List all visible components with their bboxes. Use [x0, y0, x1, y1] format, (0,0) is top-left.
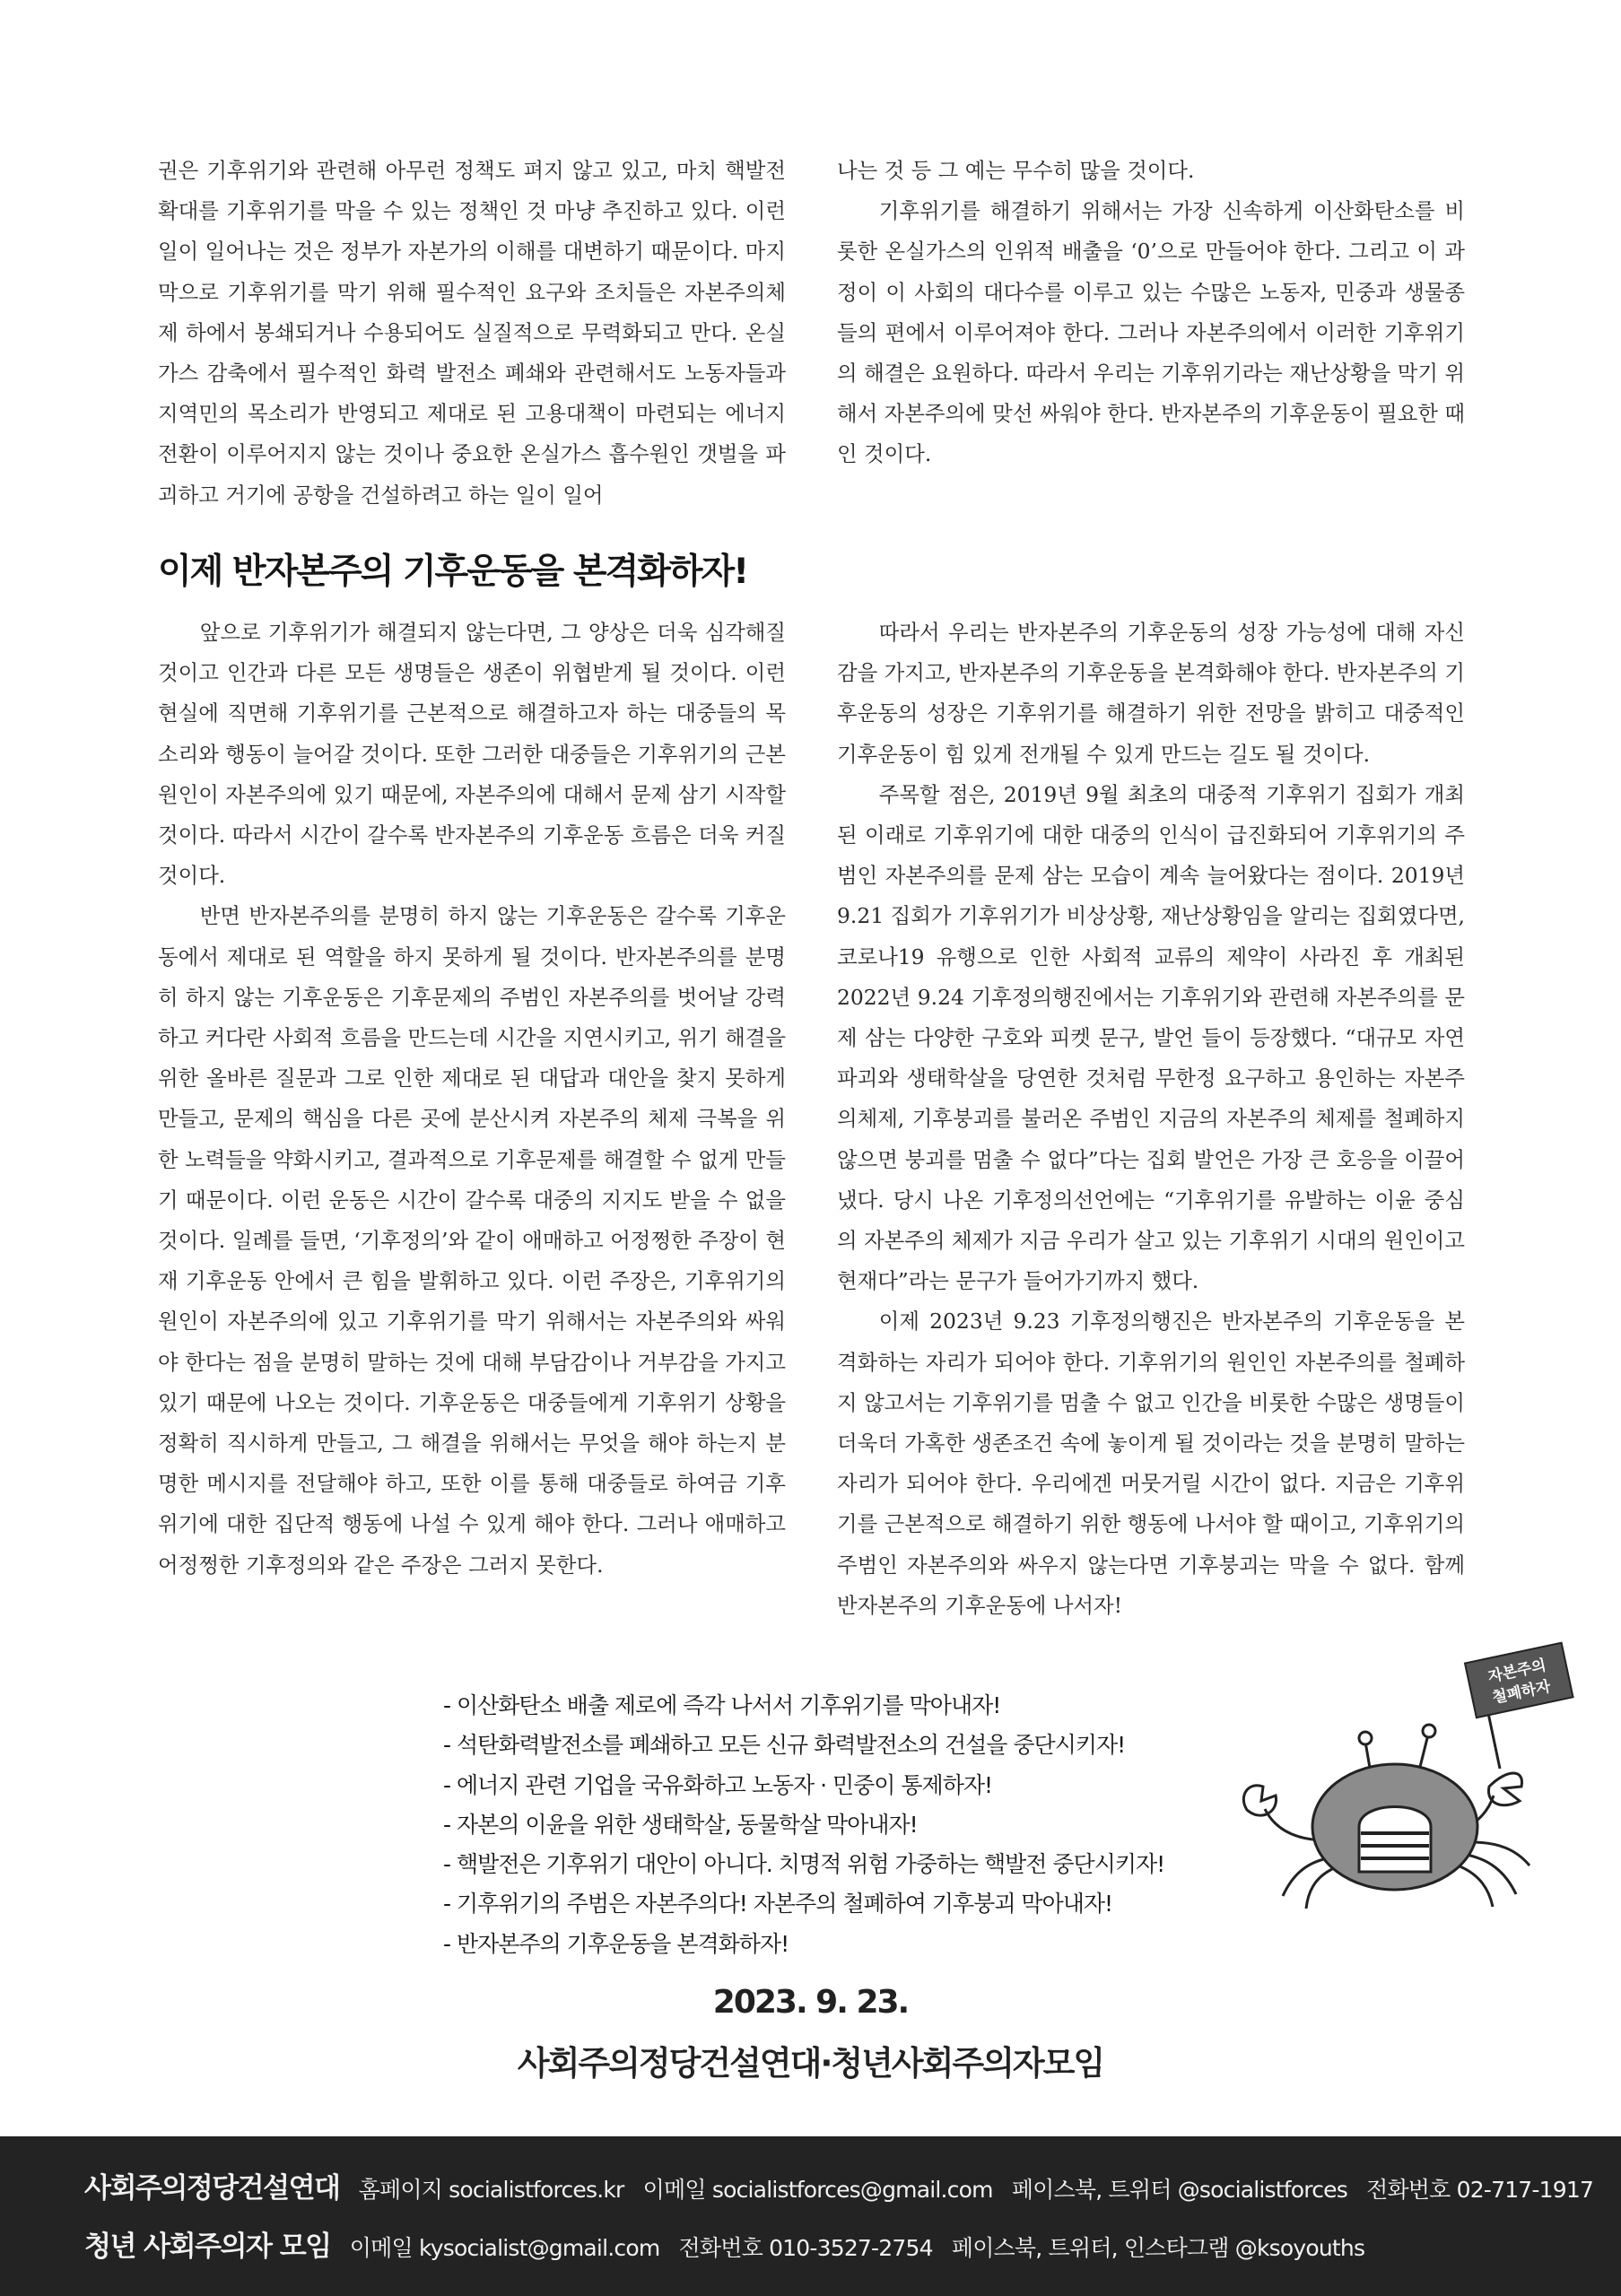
eye — [1359, 1732, 1372, 1744]
footer-email: 이메일 kysocialist@gmail.com — [349, 2235, 660, 2261]
right-claw — [1488, 1773, 1521, 1805]
eye — [1423, 1725, 1435, 1737]
footer-sns: 페이스북, 트위터, 인스타그램 @ksoyouths — [951, 2235, 1365, 2261]
left-claw — [1243, 1786, 1276, 1815]
crab-illustration — [1220, 1634, 1579, 1921]
slogan-item: - 에너지 관련 기업을 국유화하고 노동자 · 민중이 통제하자! — [443, 1771, 993, 1798]
paragraph: 이제 2023년 9.23 기후정의행진은 반자본주의 기후운동을 본격화하는 자리가 되어야 한다. 기후위기의 원인인 자본주의를 철폐하지 않고서는 기후위기를 멈출 수 없고 인간을 비롯한 수많은 생명들이 더욱더 가혹한 생존조건 속에 놓이게 될 것이라는 것을 분명히 말하는 자리가 되어야 한다. 우리에겐 머뭇거릴 시간이 없다. 지금은 기후위기를 근본적으로 해결하기 위한 행동에 나서야 할 때이고, 기후위기의 주범인 자본주의와 싸우지 않는다면 기후붕괴는 막을 수 없다. 함께 반자본주의 기후운동에 나서자! — [837, 1309, 1465, 1618]
slogan-list — [443, 1686, 1251, 1964]
footer-sns: 페이스북, 트위터 @socialistforces — [1011, 2177, 1347, 2203]
eye-stalk — [1419, 1735, 1428, 1770]
slogan-item: - 이산화탄소 배출 제로에 즉각 나서서 기후위기를 막아내자! — [443, 1692, 1001, 1718]
footer-org-name: 청년 사회주의자 모임 — [84, 2231, 331, 2263]
paragraph: 기후위기를 해결하기 위해서는 가장 신속하게 이산화탄소를 비롯한 온실가스의 인위적 배출을 ‘0’으로 만들어야 한다. 그리고 이 과정이 이 사회의 대다수를 이루고 있는 수많은 노동자, 민중과 생물종들의 편에서 이루어져야 한다. 그러나 자본주의에서 이러한 기후위기의 해결은 요원하다. 따라서 우리는 기후위기라는 재난상황을 막기 위해서 자본주의에 맞선 싸워야 한다. 반자본주의 기후운동이 필요한 때인 것이다. — [837, 198, 1465, 467]
footer-org-name: 사회주의정당건설연대 — [84, 2172, 340, 2205]
footer-bar — [0, 2136, 1621, 2296]
crab-leg — [1458, 1866, 1493, 1907]
paragraph: 앞으로 기후위기가 해결되지 않는다면, 그 양상은 더욱 심각해질 것이고 인간과 다른 모든 생명들은 생존이 위협받게 될 것이다. 이런 현실에 직면해 기후위기를 근본적으로 해결하고자 하는 대중들의 목소리와 행동이 늘어갈 것이다. 또한 그러한 대중들은 기후위기의 근본 원인이 자본주의에 있기 때문에, 자본주의에 대해서 문제 삼기 시작할 것이다. 따라서 시간이 갈수록 반자본주의 기후운동 흐름은 더욱 커질 것이다. — [158, 620, 786, 889]
section-heading: 이제 반자본주의 기후운동을 본격화하자! — [158, 552, 747, 592]
crab-leg — [1462, 1854, 1516, 1894]
top-right-column — [837, 151, 1465, 475]
section-right-column — [837, 613, 1465, 1626]
footer-contact-line — [84, 2165, 1606, 2205]
paragraph: 나는 것 등 그 예는 무수히 많을 것이다. — [837, 158, 1195, 183]
flag-text-line2: 철폐하자 — [1490, 1677, 1553, 1708]
slogan-item: - 자본의 이윤을 위한 생태학살, 동물학살 막아내자! — [443, 1811, 918, 1838]
footer-contact-line — [84, 2223, 1377, 2264]
slogan-item: - 기후위기의 주범은 자본주의다! 자본주의 철폐하여 기후붕괴 막아내자! — [443, 1891, 1113, 1918]
flag-text-line1: 자본주의 — [1486, 1657, 1548, 1687]
footer-homepage: 홈페이지 socialistforces.kr — [358, 2177, 624, 2203]
section-left-column — [158, 613, 786, 1586]
paragraph: 권은 기후위기와 관련해 아무런 정책도 펴지 않고 있고, 마치 핵발전 확대를 기후위기를 막을 수 있는 정책인 것 마냥 추진하고 있다. 이런 일이 일어나는 것은 정부가 자본가의 이해를 대변하기 때문이다. 마지막으로 기후위기를 막기 위해 필수적인 요구와 조치들은 자본주의체제 하에서 봉쇄되거나 수용되어도 실질적으로 무력화되고 만다. 온실가스 감축에서 필수적인 화력 발전소 폐쇄와 관련해서도 노동자들과 지역민의 목소리가 반영되고 제대로 된 고용대책이 마련되는 에너지 전환이 이루어지지 않는 것이나 중요한 온실가스 흡수원인 갯벌을 파괴하고 거기에 공항을 건설하려고 하는 일이 일어 — [158, 158, 787, 508]
crab-leg — [1306, 1869, 1332, 1909]
crab-leg — [1471, 1842, 1529, 1866]
footer-phone: 전화번호 02-717-1917 — [1366, 2177, 1594, 2203]
flag — [1465, 1643, 1573, 1718]
footer-email: 이메일 socialistforces@gmail.com — [642, 2177, 993, 2203]
slogan-item: - 석탄화력발전소를 폐쇄하고 모든 신규 화력발전소의 건설을 중단시키자! — [443, 1732, 1126, 1759]
paragraph: 주목할 점은, 2019년 9월 최초의 대중적 기후위기 집회가 개최된 이래로 기후위기에 대한 대중의 인식이 급진화되어 기후위기의 주범인 자본주의를 문제 삼는 모습이 계속 늘어왔다는 점이다. 2019년 9.21 집회가 기후위기가 비상상황, 재난상황임을 알리는 집회였다면, 코로나19 유행으로 인한 사회적 교류의 제약이 사라진 후 개최된 2022년 9.24 기후정의행진에서는 기후위기와 관련해 자본주의를 문제 삼는 다양한 구호와 피켓 문구, 발언 들이 등장했다. “대규모 자연파괴와 생태학살을 당연한 것처럼 무한정 요구하고 용인하는 자본주의체제, 기후붕괴를 불러온 주범인 지금의 자본주의 체제를 철폐하지 않으면 붕괴를 멈출 수 없다”다는 집회 발언은 가장 큰 호응을 이끌어냈다. 당시 나온 기후정의선언에는 “기후위기를 유발하는 이윤 중심의 자본주의 체제가 지금 우리가 살고 있는 기후위기 시대의 원인이고 현재다”라는 문구가 들어가기까지 했다. — [837, 781, 1465, 1294]
crab-mouth — [1359, 1807, 1431, 1873]
footer-phone: 전화번호 010-3527-2754 — [678, 2235, 933, 2261]
signature-date: 2023. 9. 23. — [712, 1984, 909, 2021]
signature-organization: 사회주의정당건설연대·청년사회주의자모임 — [517, 2044, 1104, 2083]
slogan-item: - 핵발전은 기후위기 대안이 아니다. 치명적 위험 가중하는 핵발전 중단시키자! — [443, 1851, 1165, 1878]
paragraph: 따라서 우리는 반자본주의 기후운동의 성장 가능성에 대해 자신감을 가지고, 반자본주의 기후운동을 본격화해야 한다. 반자본주의 기후운동의 성장은 기후위기를 해결하기 위한 전망을 밝히고 대중적인 기후운동이 힘 있게 전개될 수 있게 만드는 길도 될 것이다. — [837, 620, 1465, 767]
top-left-column — [158, 151, 786, 516]
slogan-item: - 반자본주의 기후운동을 본격화하자! — [443, 1930, 789, 1957]
paragraph: 반면 반자본주의를 분명히 하지 않는 기후운동은 갈수록 기후운동에서 제대로 된 역할을 하지 못하게 될 것이다. 반자본주의를 분명히 하지 않는 기후운동은 기후문제의 주범인 자본주의를 벗어날 강력하고 커다란 사회적 흐름을 만드는데 시간을 지연시키고, 위기 해결을 위한 올바른 질문과 그로 인한 제대로 된 대답과 대안을 찾지 못하게 만들고, 문제의 핵심을 다른 곳에 분산시켜 자본주의 체제 극복을 위한 노력들을 약화시키고, 결과적으로 기후문제를 해결할 수 없게 만들기 때문이다. 이런 운동은 시간이 갈수록 대중의 지지도 받을 수 없을 것이다. 일례를 들면, ‘기후정의’와 같이 애매하고 어정쩡한 주장이 현재 기후운동 안에서 큰 힘을 발휘하고 있다. 이런 주장은, 기후위기의 원인이 자본주의에 있고 기후위기를 막기 위해서는 자본주의와 싸워야 한다는 점을 분명히 말하는 것에 대해 부담감이나 거부감을 가지고 있기 때문에 나오는 것이다. 기후운동은 대중들에게 기후위기 상황을 정확히 직시하게 만들고, 그 해결을 위해서는 무엇을 해야 하는지 분명한 메시지를 전달해야 하고, 또한 이를 통해 대중들로 하여금 기후위기에 대한 집단적 행동에 나설 수 있게 해야 한다. 그러나 애매하고 어정쩡한 기후정의와 같은 주장은 그러지 못한다. — [158, 903, 786, 1578]
